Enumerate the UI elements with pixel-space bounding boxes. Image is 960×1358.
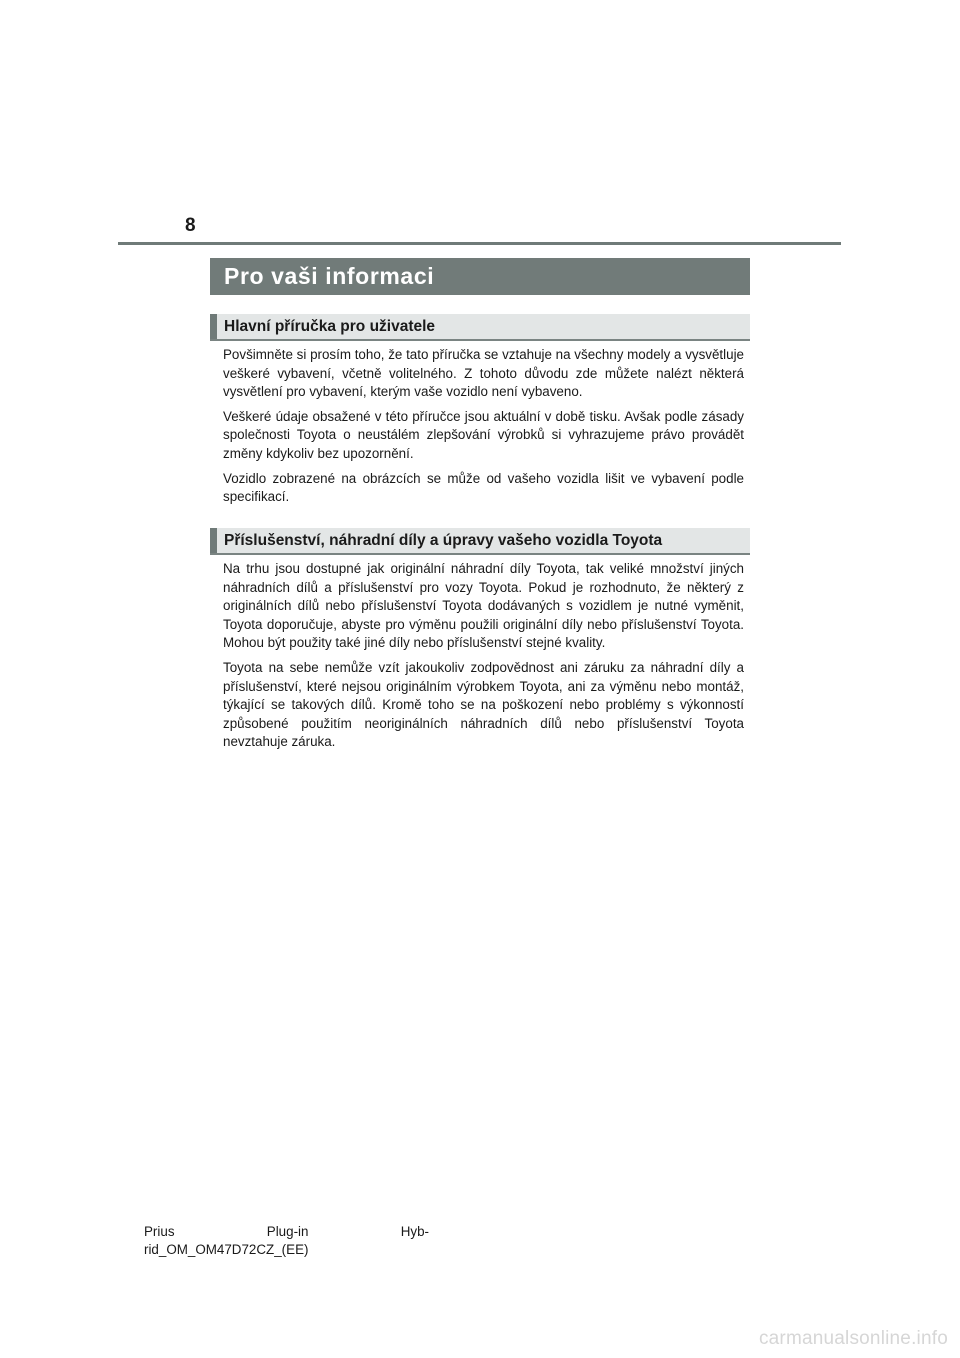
section-accent	[210, 314, 217, 339]
footer-document-code	[144, 1223, 429, 1258]
section-body-main-manual	[223, 346, 744, 513]
paragraph: Vozidlo zobrazené na obrázcích se může od vašeho vozidla lišit ve vybavení podle specifikací.	[223, 470, 744, 505]
footer-line-2: rid_OM_OM47D72CZ_(EE)	[144, 1241, 309, 1257]
paragraph: Na trhu jsou dostupné jak originální náhradní díly Toyota, tak veliké množství jiných náhradních dílů a příslušenství pro vozy Toyota. Pokud je rozhodnuto, že některý z originálních dílů nebo příslušenství Toyota dodávaných s vozidlem je nutné vyměnit, Toyota doporučuje, abyste pro výměnu použili originální díly nebo příslušenství Toyota. Mohou být použity také jiné díly nebo příslušenství stejné kvality.	[223, 561, 744, 651]
footer-word: Prius	[144, 1224, 175, 1239]
section-heading: Příslušenství, náhradní díly a úpravy vašeho vozidla Toyota	[224, 531, 663, 549]
section-header-accessories	[210, 528, 750, 555]
page-title: Pro vaši informaci	[224, 263, 435, 289]
page-number: 8	[185, 215, 196, 236]
watermark: carmanualsonline.info	[758, 1328, 948, 1349]
footer-word: Hyb-	[400, 1224, 429, 1239]
header-divider	[118, 242, 841, 245]
footer-word: Plug-in	[266, 1224, 309, 1239]
section-body-accessories	[223, 560, 744, 758]
paragraph: Toyota na sebe nemůže vzít jakoukoliv zodpovědnost ani záruku za náhradní díly a příslušenství, které nejsou originálním výrobkem Toyota, ani za výměnu nebo montáž, týkající se takových dílů. Kromě toho se na poškození nebo problémy s výkonností způsobené použitím neoriginálních náhradních dílů nebo příslušenství Toyota nevztahuje záruka.	[223, 659, 744, 750]
main-title-bar	[210, 258, 750, 295]
footer-line-1	[144, 1223, 429, 1241]
section-heading: Hlavní příručka pro uživatele	[224, 317, 436, 335]
paragraph: Povšimněte si prosím toho, že tato příručka se vztahuje na všechny modely a vysvětluje veškeré vybavení, včetně volitelného. Z tohoto důvodu zde můžete nalézt některá vysvětlení pro vybavení, kterým vaše vozidlo není vybaveno.	[223, 347, 744, 400]
section-header-main-manual	[210, 314, 750, 341]
paragraph: Veškeré údaje obsažené v této příručce jsou aktuální v době tisku. Avšak podle zásady společnosti Toyota o neustálém zlepšování výrobků si vyhrazujeme právo provádět změny kdykoliv bez upozornění.	[223, 408, 744, 461]
section-accent	[210, 528, 217, 553]
